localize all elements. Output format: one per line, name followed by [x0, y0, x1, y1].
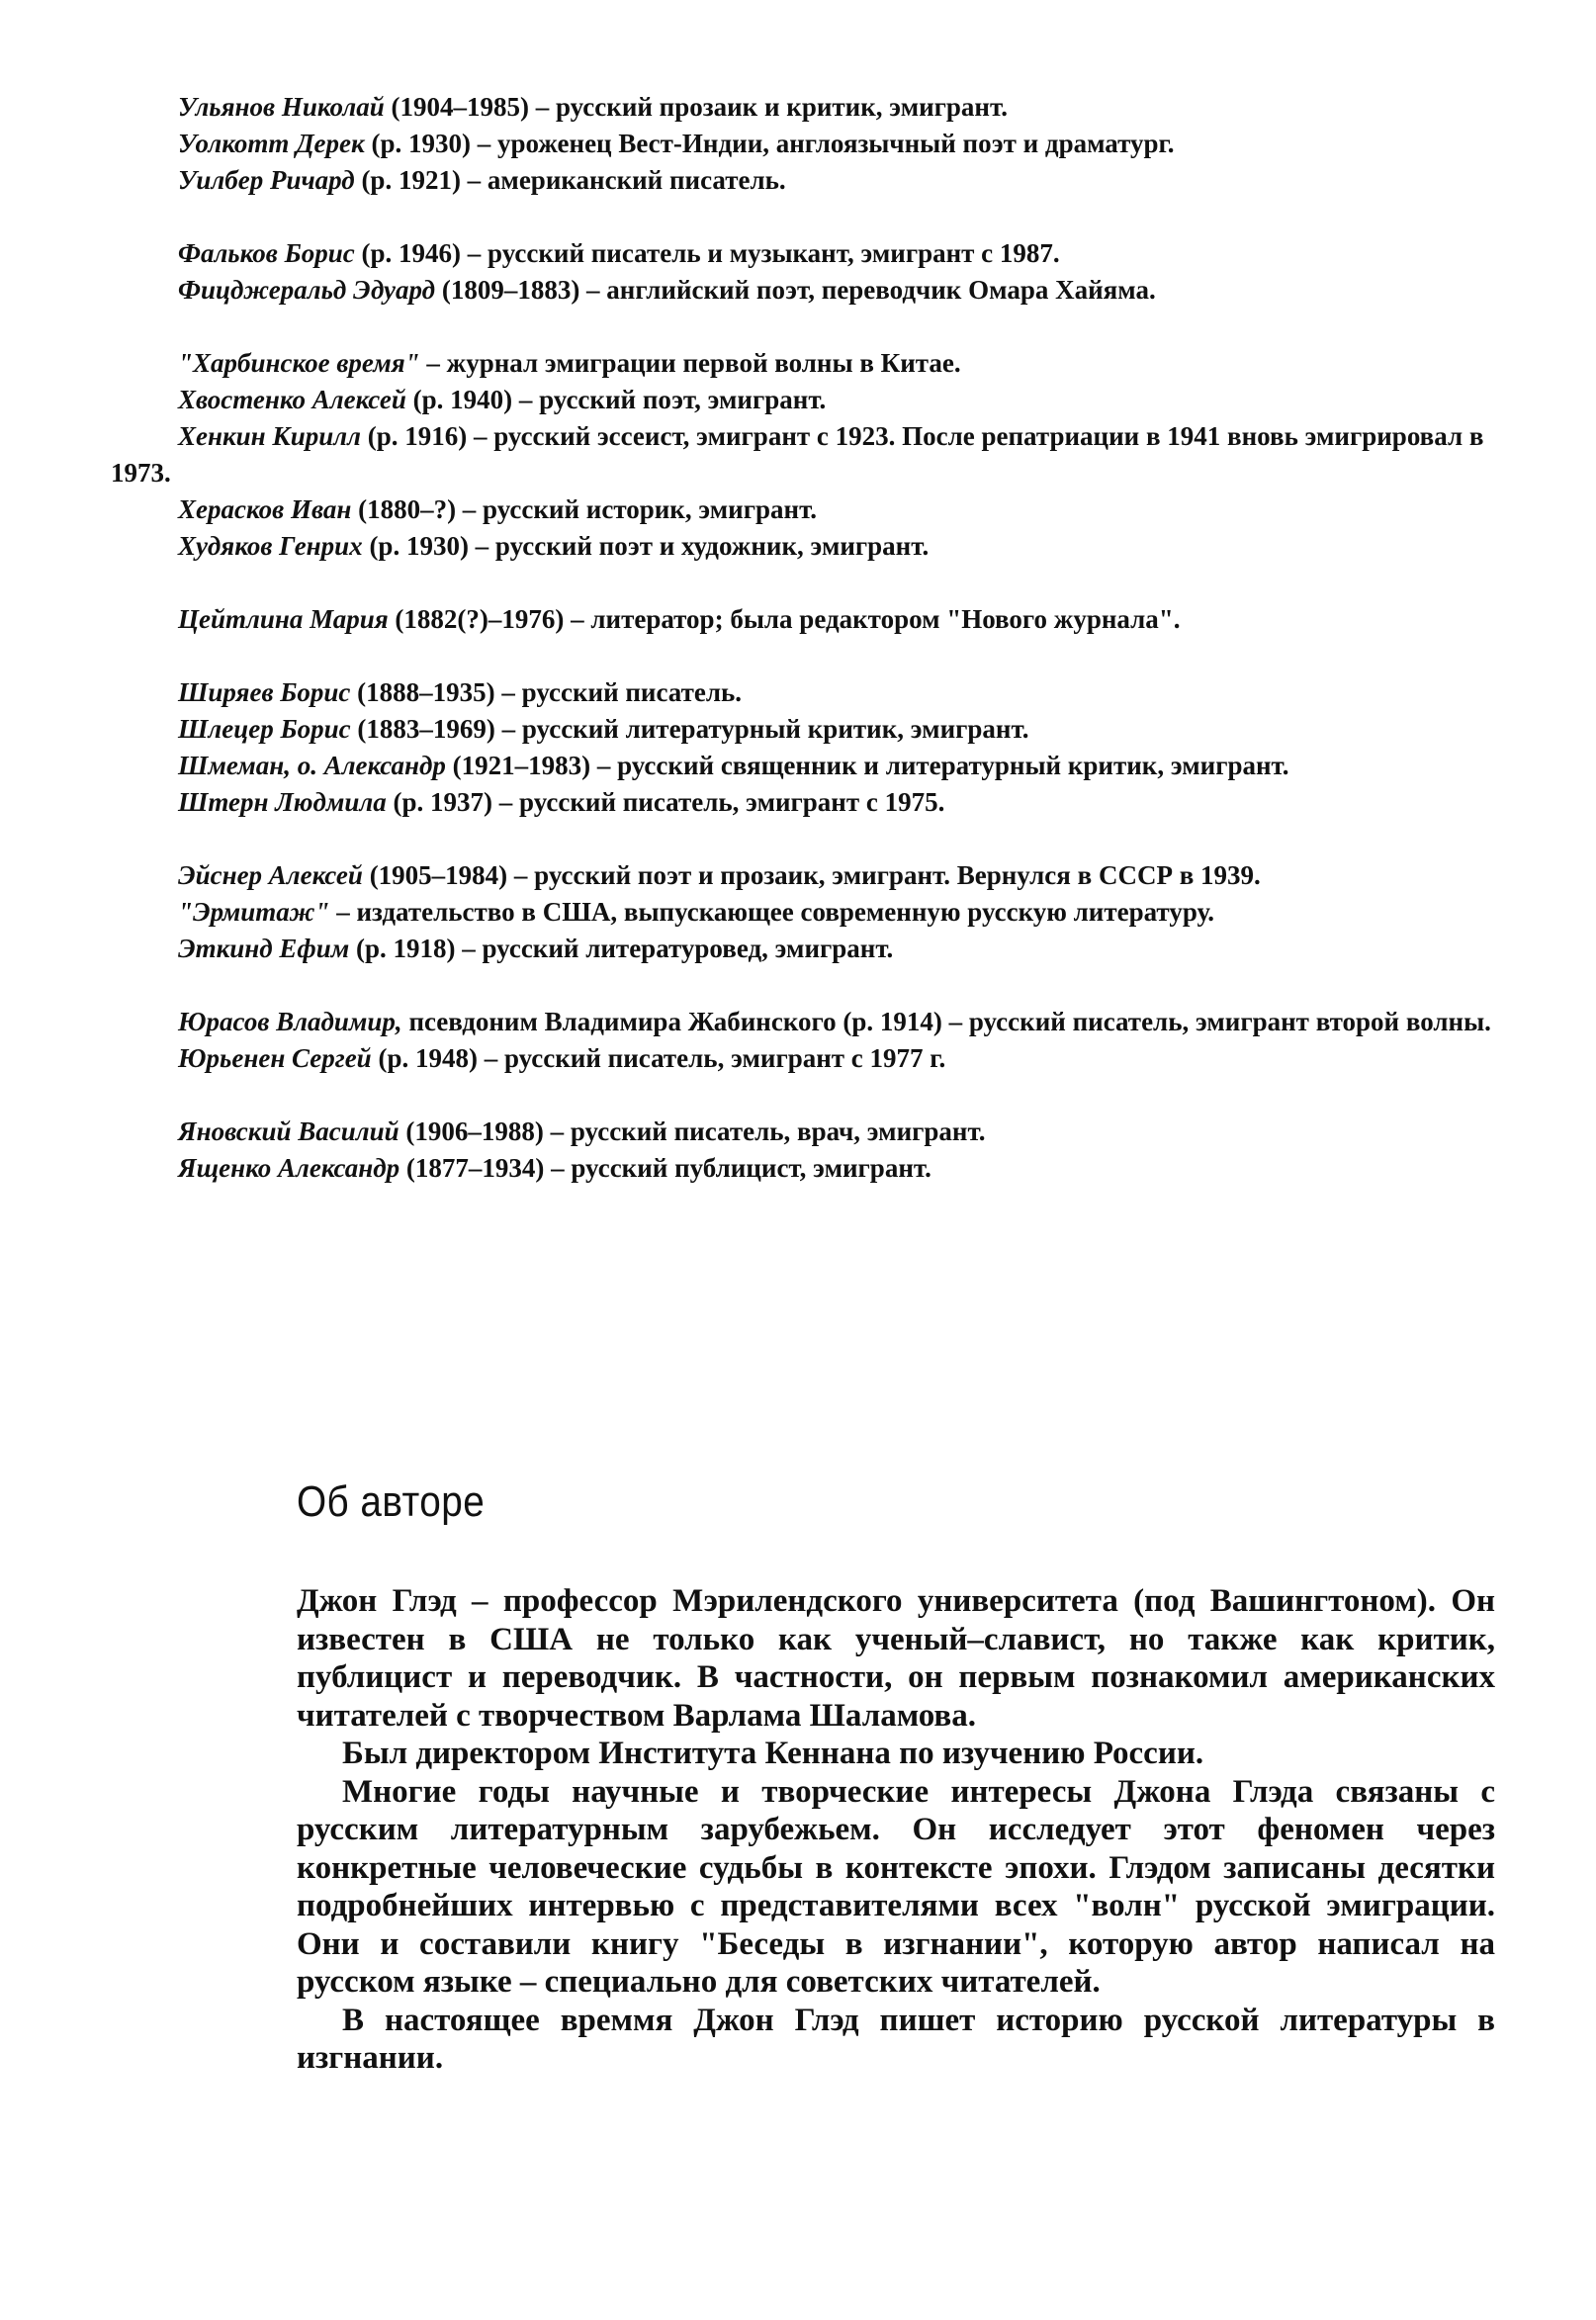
- glossary-group: [111, 89, 1505, 199]
- entry-description: (р. 1916) – русский эссеист, эмигрант с 1923. После репатриации в 1941 вновь эмигрировал в 1973.: [111, 421, 1484, 488]
- entry-name: Шлецер Борис: [178, 714, 351, 744]
- glossary-entry: [111, 235, 1505, 272]
- entry-name: Ященко Александр: [178, 1153, 400, 1183]
- glossary-group: [111, 345, 1505, 565]
- entry-name: "Харбинское время": [178, 348, 420, 378]
- glossary-group: [111, 857, 1505, 967]
- entry-description: (1882(?)–1976) – литератор; была редактором "Нового журнала".: [388, 604, 1181, 634]
- entry-description: – издательство в США, выпускающее современную русскую литературу.: [329, 897, 1215, 927]
- entry-description: (р. 1948) – русский писатель, эмигрант с 1977 г.: [371, 1043, 946, 1073]
- glossary-entry: [111, 528, 1505, 565]
- entry-description: (1880–?) – русский историк, эмигрант.: [351, 494, 818, 524]
- glossary-entry: [111, 418, 1505, 491]
- entry-name: Худяков Генрих: [178, 531, 363, 561]
- glossary-entry: [111, 711, 1505, 748]
- entry-name: Эткинд Ефим: [178, 934, 350, 963]
- entry-name: Уилбер Ричард: [178, 165, 355, 195]
- glossary-entry: [111, 491, 1505, 528]
- entry-name: Юрьенен Сергей: [178, 1043, 372, 1073]
- glossary-entry: [111, 857, 1505, 894]
- entry-description: (1904–1985) – русский прозаик и критик, эмигрант.: [384, 92, 1008, 122]
- entry-description: (р. 1930) – уроженец Вест-Индии, англоязычный поэт и драматург.: [364, 129, 1175, 158]
- entry-description: (р. 1918) – русский литературовед, эмигрант.: [349, 934, 894, 963]
- glossary-group: [111, 601, 1505, 638]
- entry-name: Фицджеральд Эдуард: [178, 275, 436, 305]
- glossary-entry: [111, 748, 1505, 784]
- about-paragraph: В настоящее времмя Джон Глэд пишет историю русской литературы в изгнании.: [297, 2002, 1495, 2076]
- glossary-entry: [111, 1040, 1505, 1077]
- glossary-entry: [111, 1150, 1505, 1187]
- entry-name: "Эрмитаж": [178, 897, 330, 927]
- entry-description: (1877–1934) – русский публицист, эмигрант.: [399, 1153, 931, 1183]
- about-author-heading: Об авторе: [297, 1477, 486, 1526]
- glossary-group: [111, 1114, 1505, 1187]
- entry-name: Хвостенко Алексей: [178, 385, 406, 414]
- glossary-group: [111, 674, 1505, 821]
- glossary-list: [111, 89, 1505, 1223]
- glossary-entry: [111, 784, 1505, 821]
- about-paragraph: Был директором Института Кеннана по изучению России.: [342, 1736, 1204, 1771]
- entry-description: (р. 1937) – русский писатель, эмигрант с 1975.: [386, 787, 945, 817]
- entry-name: Фальков Борис: [178, 238, 355, 268]
- about-paragraph: Джон Глэд – профессор Мэрилендского университета (под Вашингтоном). Он известен в США не только как ученый–славист, но также как критик, публицист и переводчик. В частности, он первым познакомил американских читателей с творчеством Варлама Шаламова.: [297, 1583, 1495, 1734]
- entry-name: Хенкин Кирилл: [178, 421, 361, 451]
- glossary-entry: [111, 1004, 1505, 1040]
- glossary-entry: [111, 674, 1505, 711]
- glossary-entry: [111, 1114, 1505, 1150]
- entry-name: Ширяев Борис: [178, 677, 351, 707]
- glossary-entry: [111, 162, 1505, 199]
- entry-description: (1905–1984) – русский поэт и прозаик, эмигрант. Вернулся в СССР в 1939.: [362, 860, 1261, 890]
- glossary-group: [111, 1004, 1505, 1077]
- glossary-entry: [111, 894, 1505, 931]
- about-paragraph: Многие годы научные и творческие интересы Джона Глэда связаны с русским литературным зарубежьем. Он исследует этот феномен через конкретные человеческие судьбы в контексте эпохи. Глэдом записаны десятки подробнейших интервью с представителями всех "волн" русской эмиграции. Они и составили книгу "Беседы в изгнании", которую автор написал на русском языке – специально для советских читателей.: [297, 1773, 1495, 2000]
- entry-description: (1906–1988) – русский писатель, врач, эмигрант.: [399, 1116, 986, 1146]
- entry-description: (р. 1930) – русский поэт и художник, эмигрант.: [362, 531, 930, 561]
- entry-name: Шмеман, о. Александр: [178, 751, 446, 780]
- glossary-entry: [111, 126, 1505, 162]
- about-author-text: [297, 1582, 1495, 2078]
- entry-description: (р. 1946) – русский писатель и музыкант, эмигрант с 1987.: [354, 238, 1060, 268]
- glossary-entry: [111, 931, 1505, 967]
- entry-description: (1809–1883) – английский поэт, переводчик Омара Хайяма.: [435, 275, 1156, 305]
- entry-description: (1883–1969) – русский литературный критик, эмигрант.: [350, 714, 1029, 744]
- glossary-entry: [111, 601, 1505, 638]
- entry-name: Эйснер Алексей: [178, 860, 363, 890]
- entry-description: (р. 1940) – русский поэт, эмигрант.: [405, 385, 827, 414]
- entry-description: (1921–1983) – русский священник и литературный критик, эмигрант.: [445, 751, 1289, 780]
- glossary-group: [111, 235, 1505, 309]
- glossary-entry: [111, 89, 1505, 126]
- entry-description: псевдоним Владимира Жабинского (р. 1914) – русский писатель, эмигрант второй волны.: [401, 1007, 1491, 1036]
- entry-name: Ульянов Николай: [178, 92, 385, 122]
- entry-description: (р. 1921) – американский писатель.: [354, 165, 786, 195]
- entry-description: – журнал эмиграции первой волны в Китае.: [419, 348, 961, 378]
- entry-name: Херасков Иван: [178, 494, 352, 524]
- glossary-entry: [111, 272, 1505, 309]
- glossary-entry: [111, 345, 1505, 382]
- entry-name: Цейтлина Мария: [178, 604, 389, 634]
- entry-name: Юрасов Владимир,: [178, 1007, 402, 1036]
- glossary-entry: [111, 382, 1505, 418]
- entry-description: (1888–1935) – русский писатель.: [350, 677, 743, 707]
- entry-name: Яновский Василий: [178, 1116, 399, 1146]
- entry-name: Уолкотт Дерек: [178, 129, 365, 158]
- entry-name: Штерн Людмила: [178, 787, 387, 817]
